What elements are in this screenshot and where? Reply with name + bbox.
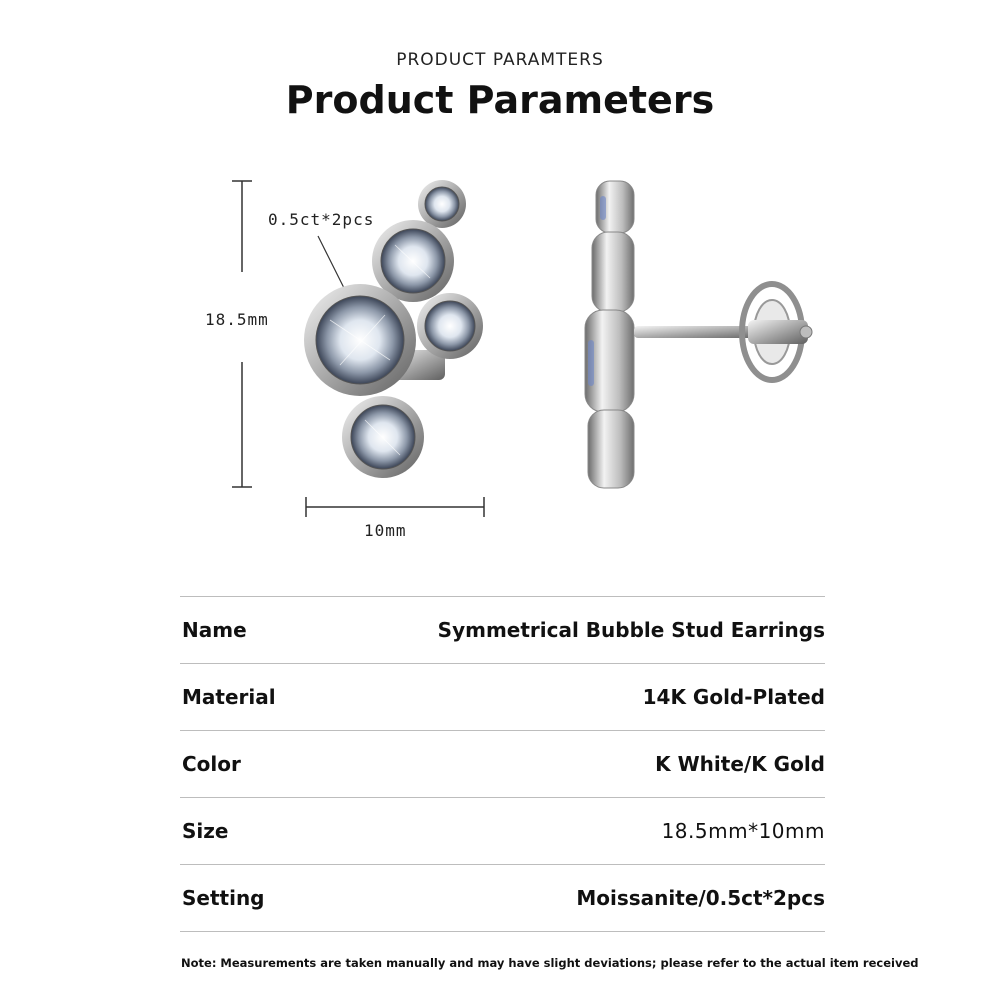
param-label: Color bbox=[182, 752, 241, 776]
param-value: K White/K Gold bbox=[655, 752, 825, 776]
param-row-color bbox=[180, 730, 825, 797]
page-title: Product Parameters bbox=[285, 78, 715, 122]
param-label: Material bbox=[182, 685, 276, 709]
measurement-note: Note: Measurements are taken manually and may have slight deviations; please refer to the actual item received bbox=[181, 956, 919, 970]
earring-side-view bbox=[585, 181, 812, 488]
param-value: 18.5mm*10mm bbox=[661, 819, 825, 843]
width-dimension bbox=[306, 497, 484, 517]
parameters-table bbox=[180, 596, 825, 932]
page-subtitle: PRODUCT PARAMTERS bbox=[396, 50, 604, 70]
param-row-material bbox=[180, 663, 825, 730]
param-row-setting bbox=[180, 864, 825, 932]
param-value: 14K Gold-Plated bbox=[642, 685, 825, 709]
param-row-name bbox=[180, 596, 825, 663]
param-value: Moissanite/0.5ct*2pcs bbox=[576, 886, 825, 910]
param-label: Setting bbox=[182, 886, 265, 910]
param-value: Symmetrical Bubble Stud Earrings bbox=[437, 618, 825, 642]
height-dimension-label: 18.5mm bbox=[205, 310, 269, 329]
height-dimension bbox=[232, 181, 252, 487]
param-label: Name bbox=[182, 618, 247, 642]
width-dimension-label: 10mm bbox=[364, 521, 407, 540]
param-label: Size bbox=[182, 819, 229, 843]
stone-weight-label: 0.5ct*2pcs bbox=[268, 210, 375, 229]
param-row-size bbox=[180, 797, 825, 864]
